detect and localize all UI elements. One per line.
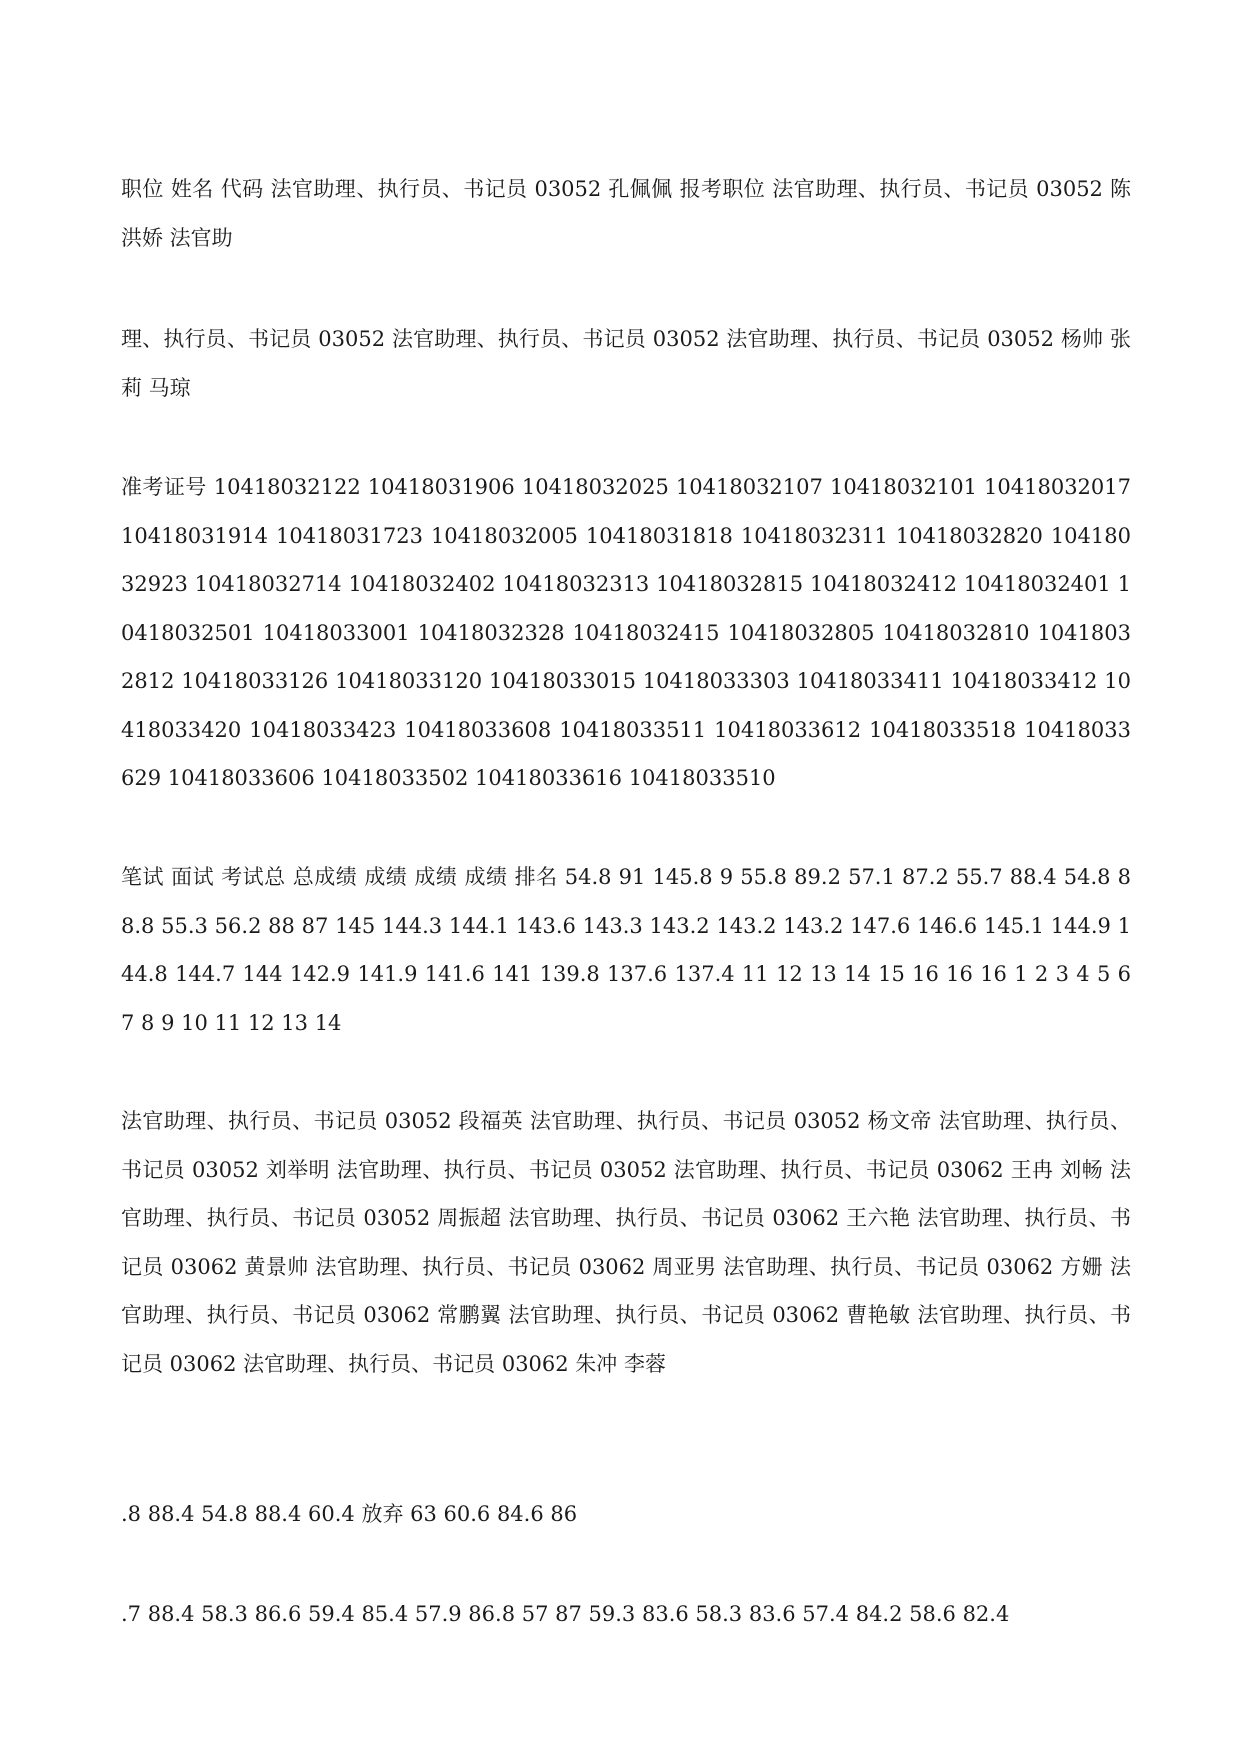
paragraph-positions-names-continued: 理、执行员、书记员 03052 法官助理、执行员、书记员 03052 法官助理、执行员、书记员 03052 杨帅 张莉 马琼 [121,327,1131,400]
paragraph-scores-fragment-2: .7 88.4 58.3 86.6 59.4 85.4 57.9 86.8 57 87 59.3 83.6 58.3 83.6 57.4 84.2 58.6 82.4 [121,1602,1010,1626]
paragraph-scores-fragment-1: .8 88.4 54.8 88.4 60.4 放弃 63 60.6 84.6 86 [121,1502,578,1526]
paragraph-ticket-numbers: 准考证号 10418032122 10418031906 10418032025 10418032107 10418032101 10418032017 10418031914 10418031723 10418032005 10418031818 10418032311 10418032820 10418032923 10418032714 10418032402 10418032313 10418032815 10418032412 10418032401 10418032501 10418033001 10418032328 10418032415 10418032805 10418032810 10418032812 10418033126 10418033120 10418033015 10418033303 10418033411 10418033412 10418033420 10418033423 10418033608 10418033511 10418033612 10418033518 10418033629 10418033606 10418033502 10418033616 10418033510 [121,475,1131,790]
paragraph-positions-names: 职位 姓名 代码 法官助理、执行员、书记员 03052 孔佩佩 报考职位 法官助理、执行员、书记员 03052 陈洪娇 法官助 [121,177,1131,250]
paragraph-positions-names-second: 法官助理、执行员、书记员 03052 段福英 法官助理、执行员、书记员 03052 杨文帝 法官助理、执行员、书记员 03052 刘举明 法官助理、执行员、书记员 03052 法官助理、执行员、书记员 03062 王冉 刘畅 法官助理、执行员、书记员 03052 周振超 法官助理、执行员、书记员 03062 王六艳 法官助理、执行员、书记员 03062 黄景帅 法官助理、执行员、书记员 03062 周亚男 法官助理、执行员、书记员 03062 方姗 法官助理、执行员、书记员 03062 常鹏翼 法官助理、执行员、书记员 03062 曹艳敏 法官助理、执行员、书记员 03062 法官助理、执行员、书记员 03062 朱冲 李蓉 [121,1109,1131,1376]
paragraph-scores-ranks: 笔试 面试 考试总 总成绩 成绩 成绩 成绩 排名 54.8 91 145.8 9 55.8 89.2 57.1 87.2 55.7 88.4 54.8 88.8 55.3 56.2 88 87 145 144.3 144.1 143.6 143.3 143.2 143.2 143.2 147.6 146.6 145.1 144.9 144.8 144.7 144 142.9 141.9 141.6 141 139.8 137.6 137.4 11 12 13 14 15 16 16 16 1 2 3 4 5 6 7 8 9 10 11 12 13 14 [121,865,1131,1035]
